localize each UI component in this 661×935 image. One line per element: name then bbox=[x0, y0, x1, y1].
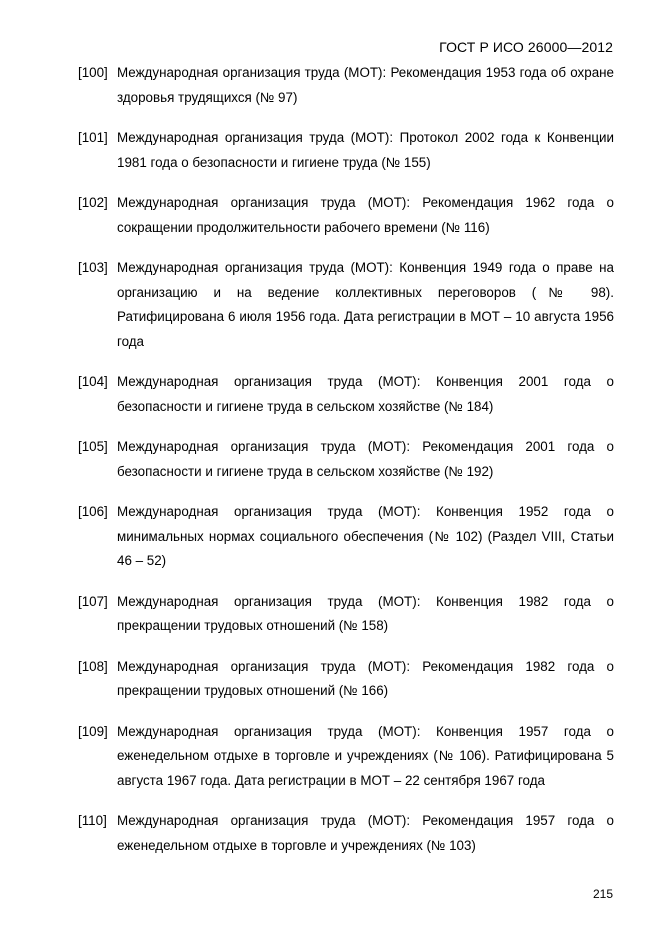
reference-number: [109] bbox=[78, 723, 108, 739]
reference-text: Международная организация труда (МОТ): Конвенция 1952 года о минимальных нормах социального обеспечения (№ 102) (Раздел VIII, Статьи 46 – 52) bbox=[117, 504, 614, 568]
reference-number: [103] bbox=[78, 260, 108, 275]
page-number: 215 bbox=[592, 887, 613, 901]
reference-number: [102] bbox=[78, 195, 108, 210]
reference-number: [107] bbox=[78, 593, 108, 609]
reference-item bbox=[78, 126, 614, 175]
document-header: ГОСТ Р ИСО 26000—2012 bbox=[439, 39, 613, 55]
reference-text: Международная организация труда (МОТ): Конвенция 1949 года о праве на организацию и на ведение коллективных переговоров (№ 98). Ратифицирована 6 июля 1956 года. Дата регистрации в МОТ – 10 августа 1956 года bbox=[117, 260, 614, 349]
reference-text: Международная организация труда (МОТ): Рекомендация 1953 года об охране здоровья трудящихся (№ 97) bbox=[117, 65, 614, 105]
reference-item bbox=[78, 809, 614, 858]
reference-item bbox=[78, 655, 614, 704]
reference-item bbox=[78, 435, 614, 484]
reference-text: Международная организация труда (МОТ): Рекомендация 1962 года о сокращении продолжительности рабочего времени (№ 116) bbox=[117, 195, 614, 235]
reference-number: [108] bbox=[78, 658, 108, 674]
reference-text: Международная организация труда (МОТ): Конвенция 2001 года о безопасности и гигиене труда в сельском хозяйстве (№ 184) bbox=[117, 374, 614, 414]
reference-text: Международная организация труда (МОТ): Рекомендация 1957 года о еженедельном отдыхе в торговле и учреждениях (№ 103) bbox=[117, 813, 614, 853]
reference-number: [105] bbox=[78, 439, 108, 454]
reference-text: Международная организация труда (МОТ): Рекомендация 1982 года о прекращении трудовых отношений (№ 166) bbox=[117, 658, 614, 698]
reference-text: Международная организация труда (МОТ): Конвенция 1957 года о еженедельном отдыхе в торговле и учреждениях (№ 106). Ратифицирована 5 августа 1967 года. Дата регистрации в МОТ – 22 сентября 1967 года bbox=[117, 723, 614, 788]
reference-item bbox=[78, 500, 614, 574]
reference-text: Международная организация труда (МОТ): Рекомендация 2001 года о безопасности и гигиене труда в сельском хозяйстве (№ 192) bbox=[117, 439, 614, 479]
reference-item bbox=[78, 720, 614, 794]
reference-item bbox=[78, 256, 614, 354]
reference-number: [100] bbox=[78, 65, 108, 80]
reference-item bbox=[78, 61, 614, 110]
reference-number: [106] bbox=[78, 504, 108, 519]
reference-list bbox=[78, 61, 614, 874]
reference-item bbox=[78, 370, 614, 419]
reference-number: [104] bbox=[78, 374, 108, 389]
reference-number: [101] bbox=[78, 130, 108, 145]
reference-item bbox=[78, 590, 614, 639]
reference-item bbox=[78, 191, 614, 240]
reference-number: [110] bbox=[78, 813, 107, 828]
reference-text: Международная организация труда (МОТ): Протокол 2002 года к Конвенции 1981 года о безопасности и гигиене труда (№ 155) bbox=[117, 130, 614, 170]
reference-text: Международная организация труда (МОТ): Конвенция 1982 года о прекращении трудовых отношений (№ 158) bbox=[117, 593, 614, 633]
